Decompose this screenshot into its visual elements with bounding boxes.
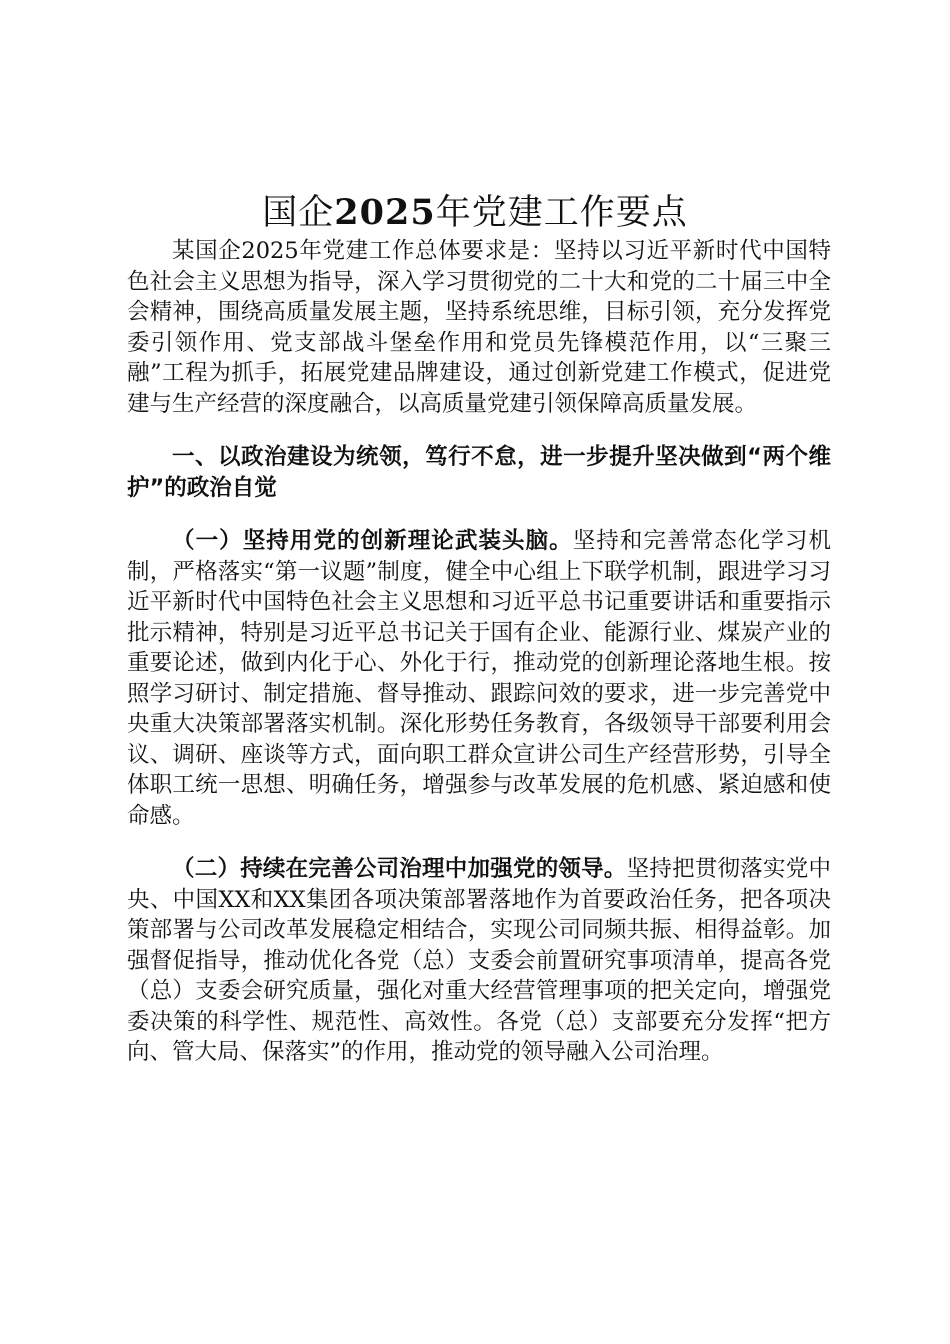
item-lead-1: （一）坚持用党的创新理论武装头脑。	[172, 528, 573, 554]
document-body	[127, 236, 831, 1068]
item-paragraph-1	[127, 526, 831, 831]
document-title	[0, 189, 950, 237]
section-heading-1: 一、以政治建设为统领，笃行不怠，进一步提升坚决做到“两个维护”的政治自觉	[127, 444, 831, 501]
item-body-2: 坚持把贯彻落实党中央、中国XX和XX集团各项决策部署落地作为首要政治任务，把各项决策部署与公司改革发展稳定相结合，实现公司同频共振、相得益彰。加强督促指导，推动优化各党（总）支委会前置研究事项清单，提高各党（总）支委会研究质量，强化对重大经营管理事项的把关定向，增强党委决策的科学性、规范性、高效性。各党（总）支部要充分发挥“把方向、管大局、保落实”的作用，推动党的领导融入公司治理。	[127, 856, 831, 1065]
title-prefix: 国企	[262, 193, 335, 234]
intro-paragraph: 某国企2025年党建工作总体要求是：坚持以习近平新时代中国特色社会主义思想为指导，深入学习贯彻党的二十大和党的二十届三中全会精神，围绕高质量发展主题，坚持系统思维，目标引领，充分发挥党委引领作用、党支部战斗堡垒作用和党员先锋模范作用，以“三聚三融”工程为抓手，拓展党建品牌建设，通过创新党建工作模式，促进党建与生产经营的深度融合，以高质量党建引领保障高质量发展。	[127, 238, 831, 417]
title-suffix: 年党建工作要点	[435, 193, 688, 234]
title-year: 2025	[334, 192, 436, 234]
item-lead-2: （二）持续在完善公司治理中加强党的领导。	[172, 856, 627, 882]
item-paragraph-2	[127, 854, 831, 1068]
item-body-1: 坚持和完善常态化学习机制，严格落实“第一议题”制度，健全中心组上下联学机制，跟进学习习近平新时代中国特色社会主义思想和习近平总书记重要讲话和重要指示批示精神，特别是习近平总书记关于国有企业、能源行业、煤炭产业的重要论述，做到内化于心、外化于行，推动党的创新理论落地生根。按照学习研讨、制定措施、督导推动、跟踪问效的要求，进一步完善党中央重大决策部署落实机制。深化形势任务教育，各级领导干部要利用会议、调研、座谈等方式，面向职工群众宣讲公司生产经营形势，引导全体职工统一思想、明确任务，增强参与改革发展的危机感、紧迫感和使命感。	[127, 528, 831, 829]
